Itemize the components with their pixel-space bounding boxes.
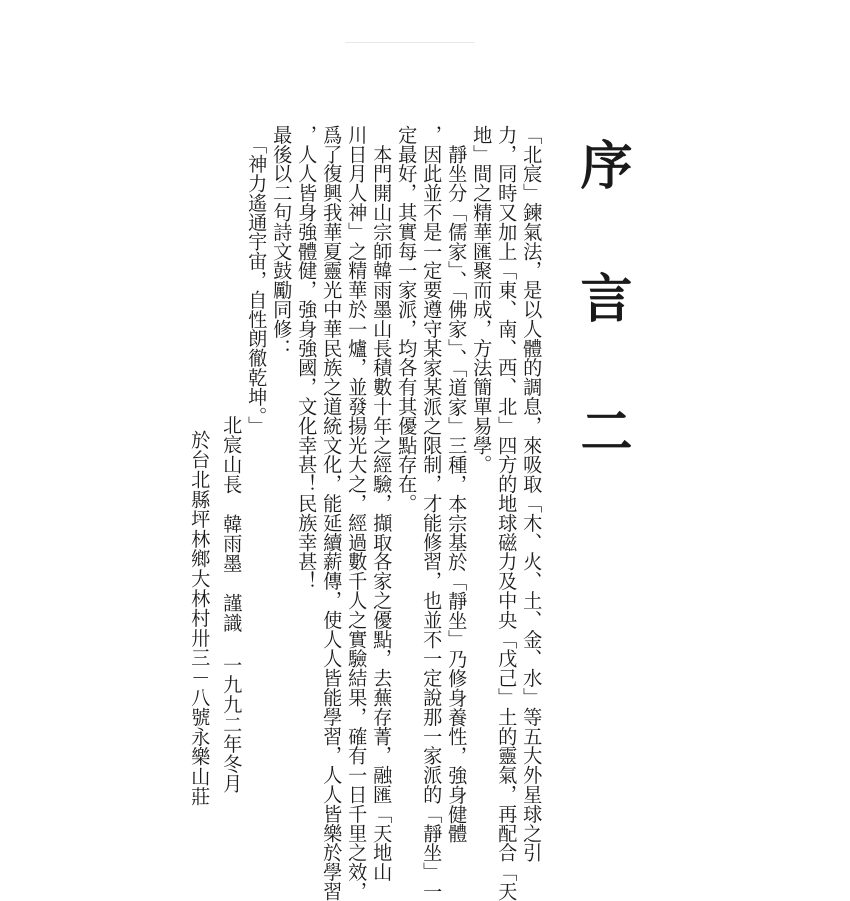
body-column-3: 地」間之精華匯聚而成，方法簡單易學。 [470,125,494,475]
page-top-rule [345,42,475,43]
page-title: 序 言 二 [571,138,632,466]
signature-author: 北宸山長 韓雨墨 謹識 [220,415,244,633]
signature-place: 於台北縣坪林鄉大林村卅三－八號永樂山莊 [188,430,212,807]
body-column-6: 定最好，其實每一家派，均各有其優點存在。 [395,125,419,513]
body-column-8: 川日月人神」之精華於一爐，並發揚光大之，經過數千人之實驗結果，確有一日千里之效， [345,125,369,901]
body-column-7: 本門開山宗師韓雨墨山長積數十年之經驗，擷取各家之優點，去蕪存菁，融匯「天地山 [370,125,394,882]
body-column-10: ，人人皆身強體健，強身強國，文化幸甚！民族幸甚！ [295,125,319,591]
body-column-5: ，因此並不是一定要遵守某家某派之限制，才能修習，也並不一定說那一家派的「靜坐」一 [420,125,444,901]
signature-date: 一九九二年冬月 [220,655,244,794]
body-column-12: 「神力遙通宇宙，自性朗徹乾坤。」 [245,125,269,436]
body-column-1: 「北宸」鍊氣法，是以人體的調息，來吸取「木、火、土、金、水」等五大外星球之引 [520,125,544,863]
body-column-4: 靜坐分「儒家」、「佛家」、「道家」三種，本宗基於「靜坐」乃修身養性，強身健體 [445,125,469,844]
body-column-11: 最後以二句詩文鼓勵同修： [270,125,294,358]
body-column-9: 爲了復興我華夏靈光中華民族之道統文化，能延續薪傳，使人人皆能學習，人人皆樂於學習 [320,125,344,901]
body-column-2: 力，同時又加上「東、南、西、北」四方的地球磁力及中央「戊己」土的靈氣，再配合「天 [495,125,519,901]
